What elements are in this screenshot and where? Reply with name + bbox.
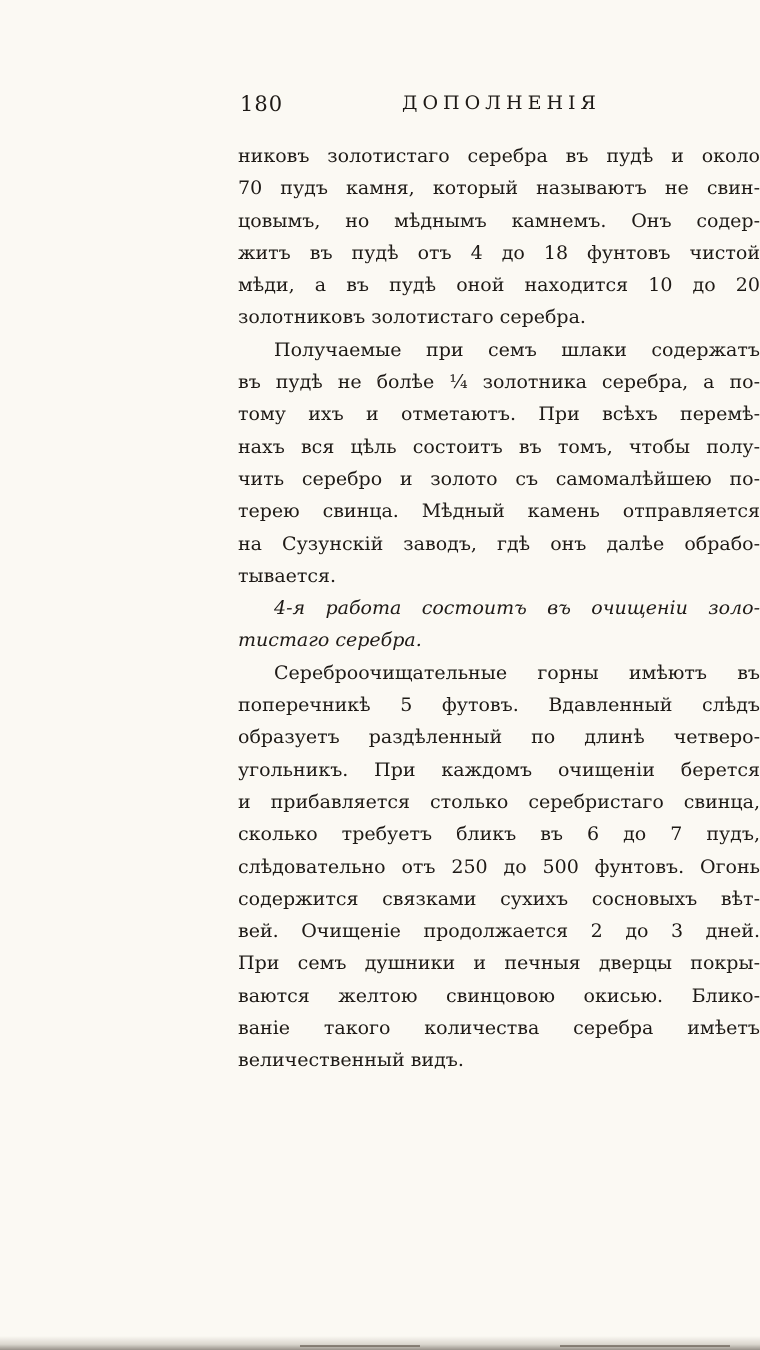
text-line: чить серебро и золото съ самомалѣйшею по- [238,467,760,490]
page-header [240,92,640,122]
text-line: въ пудѣ не болѣе ¼ золотника серебра, а по- [238,371,760,394]
text-line: на Сузунскій заводъ, гдѣ онъ далѣе обрабо- [238,532,760,555]
text-line: вей. Очищеніе продолжается 2 до 3 дней. [238,920,760,943]
text-line: угольникъ. При каждомъ очищеніи берется [238,758,760,781]
running-head: ДОПОЛНЕНІЯ [402,92,601,114]
page-bottom-edge [0,1336,760,1350]
text-line: ваются желтою свинцовою окисью. Блико- [238,984,760,1007]
text-line: мѣди, а въ пудѣ оной находится 10 до 20 [238,274,760,297]
text-line: и прибавляется столько серебристаго свинца, [238,790,760,813]
page-number: 180 [240,92,284,116]
text-line: содержится связками сухихъ сосновыхъ вѣт- [238,887,760,910]
text-line: величественный видъ. [238,1049,464,1072]
text-line: поперечникѣ 5 футовъ. Вдавленный слѣдъ [238,694,760,717]
text-line: 70 пудъ камня, который называютъ не свин- [238,177,760,200]
body-text [238,140,760,1077]
text-line: житъ въ пудѣ отъ 4 до 18 фунтовъ чистой [238,241,760,264]
paragraph-first-line: Получаемые при семъ шлаки содержатъ [274,338,760,361]
text-line: золотниковъ золотистаго серебра. [238,306,586,329]
text-line: При семъ душники и печныя дверцы покры- [238,952,760,975]
text-line: сколько требуетъ бликъ въ 6 до 7 пудъ, [238,823,760,846]
section-heading: 4-я работа состоитъ въ очищеніи золо- [274,597,760,620]
text-line: образуетъ раздѣленный по длинѣ четверо- [238,726,760,749]
text-line: тому ихъ и отметаютъ. При всѣхъ перемѣ- [238,403,760,426]
paragraph-first-line: Сереброочищательные горны имѣютъ въ [274,661,760,684]
page-edge-mark [560,1345,730,1347]
text-line: терею свинца. Мѣдный камень отправляется [238,500,760,523]
text-line: никовъ золотистаго серебра въ пудѣ и около [238,145,760,167]
text-line: тывается. [238,564,337,587]
text-line: слѣдовательно отъ 250 до 500 фунтовъ. Огонь [238,855,760,878]
text-line: нахъ вся цѣль состоитъ въ томъ, чтобы полу- [238,435,760,458]
section-heading: тистаго серебра. [238,629,422,652]
text-line: цовымъ, но мѣднымъ камнемъ. Онъ содер- [238,209,760,232]
page-edge-mark [300,1345,420,1347]
text-line: ваніе такого количества серебра имѣетъ [238,1017,760,1040]
